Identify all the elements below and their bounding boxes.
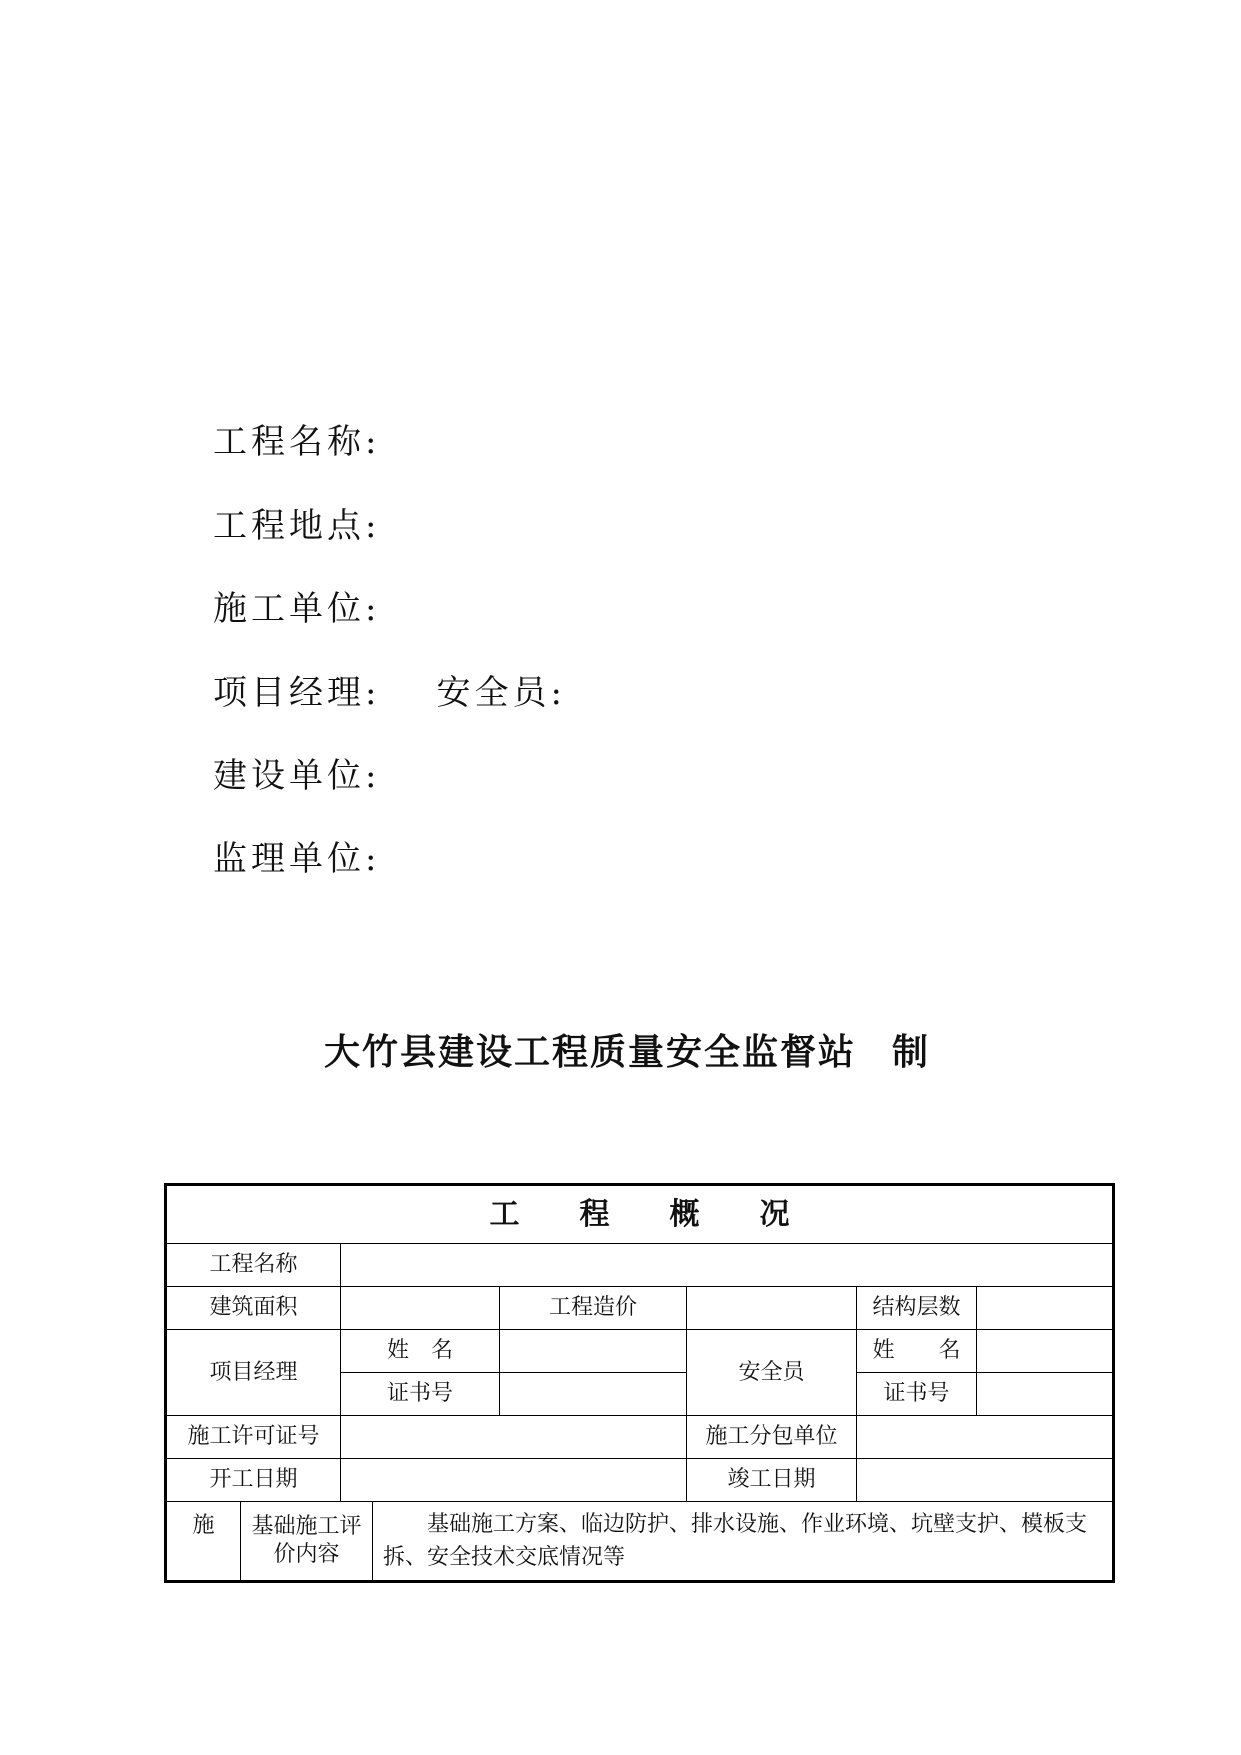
cover-field-project-name bbox=[213, 422, 380, 462]
permit-value bbox=[341, 1416, 687, 1459]
supervisor-label: 监理单位: bbox=[213, 839, 381, 879]
floors-label: 结构层数 bbox=[857, 1287, 977, 1330]
cover-field-supervisor bbox=[213, 839, 380, 879]
safety-officer-label: 安全员: bbox=[436, 673, 566, 713]
pm-name-label: 姓 名 bbox=[341, 1330, 500, 1373]
start-date-value bbox=[341, 1459, 687, 1502]
cost-label: 工程造价 bbox=[500, 1287, 687, 1330]
cost-value bbox=[687, 1287, 857, 1330]
floors-value bbox=[977, 1287, 1114, 1330]
pm-cert-value bbox=[500, 1373, 687, 1416]
pm-name-value bbox=[500, 1330, 687, 1373]
subcontract-label: 施工分包单位 bbox=[687, 1416, 857, 1459]
overview-title: 工 程 概 况 bbox=[166, 1185, 1114, 1244]
section-label: 施 bbox=[166, 1502, 241, 1582]
pm-cert-label: 证书号 bbox=[341, 1373, 500, 1416]
finish-date-value bbox=[857, 1459, 1114, 1502]
cover-field-owner bbox=[213, 756, 380, 796]
safety-cert-value bbox=[977, 1373, 1114, 1416]
issuer-line bbox=[324, 1030, 930, 1074]
safety-name-value bbox=[977, 1330, 1114, 1373]
building-area-label: 建筑面积 bbox=[166, 1287, 341, 1330]
finish-date-label: 竣工日期 bbox=[687, 1459, 857, 1502]
project-manager-label: 项目经理: bbox=[213, 673, 381, 713]
foundation-eval-label: 基础施工评价内容 bbox=[241, 1502, 373, 1582]
owner-label: 建设单位: bbox=[213, 756, 381, 796]
cover-field-manager-safety bbox=[213, 673, 566, 713]
project-name-label: 工程名称: bbox=[213, 422, 381, 462]
project-name-cell-label: 工程名称 bbox=[166, 1244, 341, 1287]
project-location-label: 工程地点: bbox=[213, 506, 381, 546]
issuer-suffix: 制 bbox=[892, 1031, 931, 1073]
project-name-value bbox=[341, 1244, 1114, 1287]
foundation-eval-desc: 基础施工方案、临边防护、排水设施、作业环境、坑壁支护、模板支拆、安全技术交底情况等 bbox=[373, 1502, 1114, 1582]
subcontract-value bbox=[857, 1416, 1114, 1459]
safety-label: 安全员 bbox=[687, 1330, 857, 1416]
cover-field-project-location bbox=[213, 506, 380, 546]
building-area-value bbox=[341, 1287, 500, 1330]
project-overview-table bbox=[164, 1183, 1115, 1583]
permit-label: 施工许可证号 bbox=[166, 1416, 341, 1459]
pm-label: 项目经理 bbox=[166, 1330, 341, 1416]
start-date-label: 开工日期 bbox=[166, 1459, 341, 1502]
issuer-name: 大竹县建设工程质量安全监督站 bbox=[324, 1031, 857, 1073]
contractor-label: 施工单位: bbox=[213, 589, 381, 629]
safety-cert-label: 证书号 bbox=[857, 1373, 977, 1416]
cover-field-contractor bbox=[213, 589, 380, 629]
safety-name-label: 姓 名 bbox=[857, 1330, 977, 1373]
